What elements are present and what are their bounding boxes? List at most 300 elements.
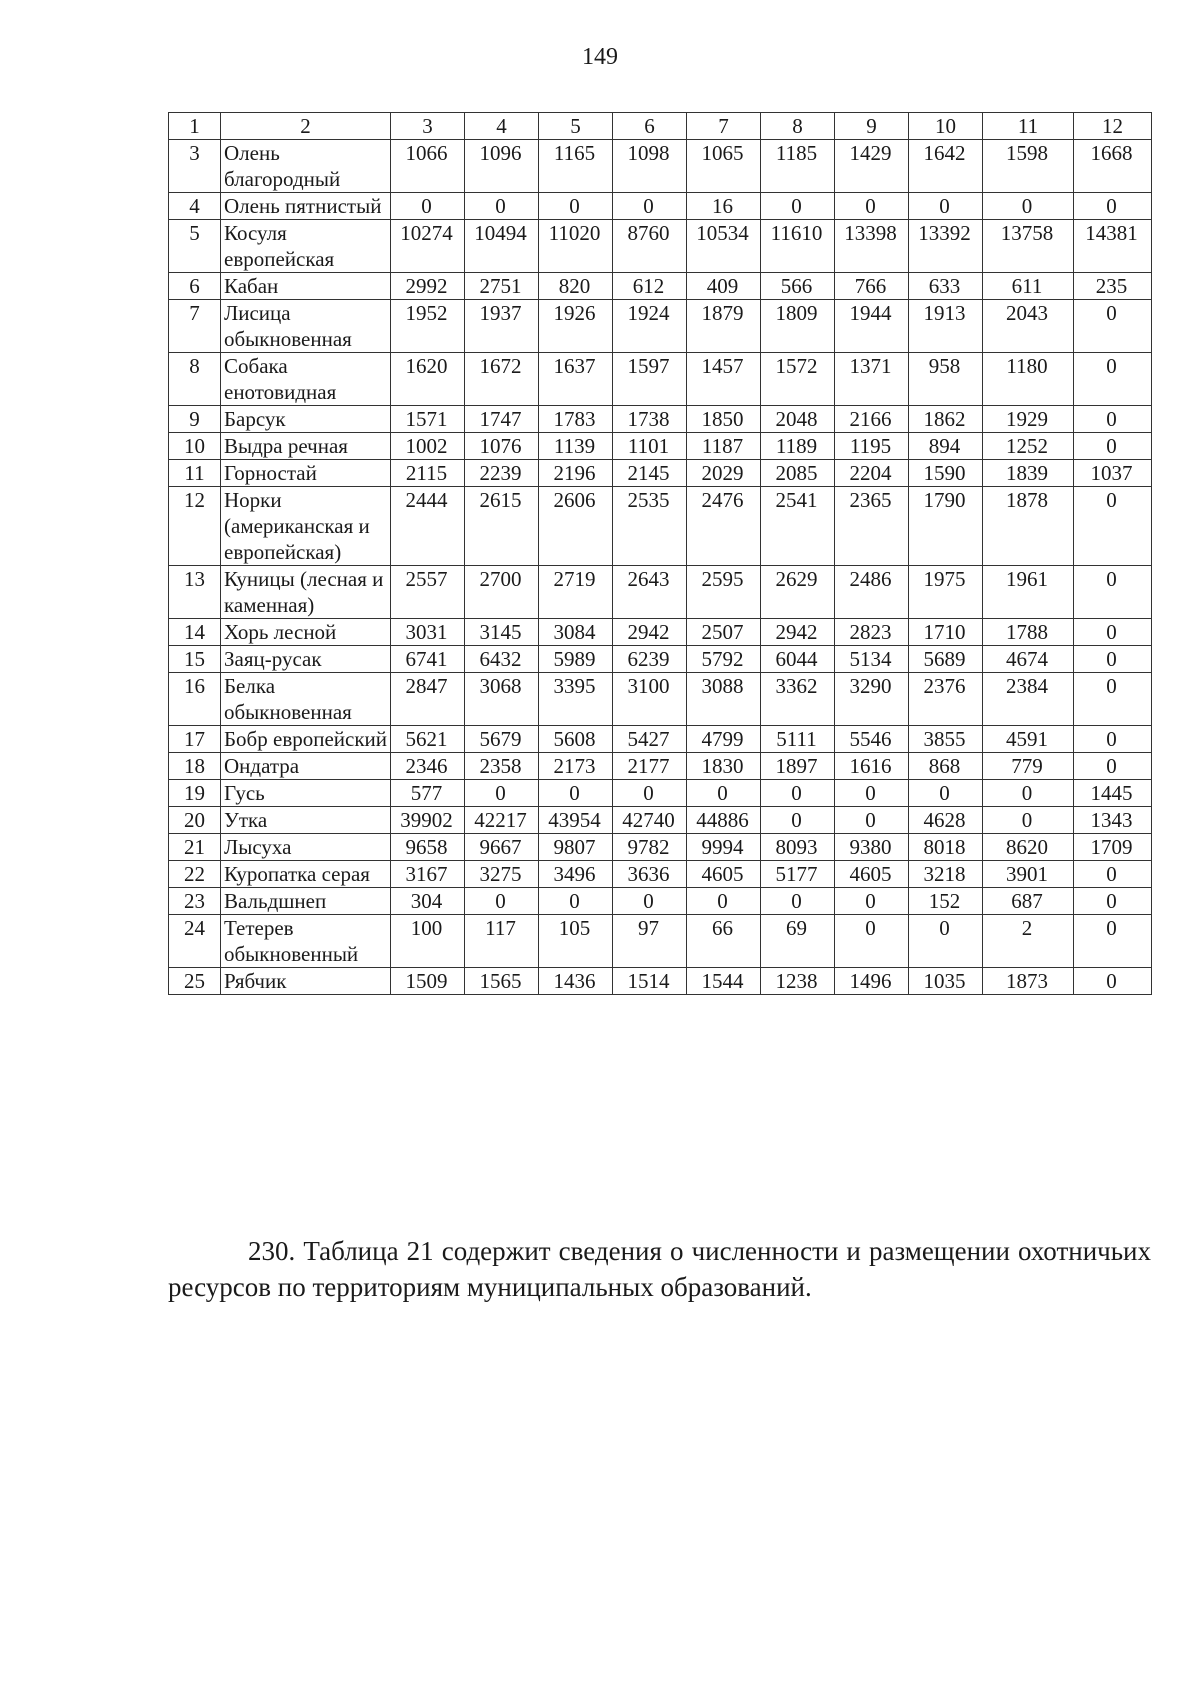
species-name-cell: Белка обыкновенная: [221, 673, 391, 726]
value-cell: 2: [983, 915, 1074, 968]
value-cell: 409: [687, 273, 761, 300]
table-row: [169, 140, 1152, 193]
value-cell: 0: [761, 807, 835, 834]
value-cell: 0: [1074, 646, 1152, 673]
row-number-cell: 19: [169, 780, 221, 807]
value-cell: 13398: [835, 220, 909, 273]
value-cell: 0: [1074, 193, 1152, 220]
value-cell: 4628: [909, 807, 983, 834]
value-cell: 1066: [391, 140, 465, 193]
value-cell: 1839: [983, 460, 1074, 487]
species-name-cell: Тетерев обыкновенный: [221, 915, 391, 968]
value-cell: 69: [761, 915, 835, 968]
value-cell: 1165: [539, 140, 613, 193]
value-cell: 0: [1074, 888, 1152, 915]
value-cell: 3068: [465, 673, 539, 726]
value-cell: 66: [687, 915, 761, 968]
value-cell: 1514: [613, 968, 687, 995]
value-cell: 1975: [909, 566, 983, 619]
value-cell: 2085: [761, 460, 835, 487]
value-cell: 13392: [909, 220, 983, 273]
value-cell: 2204: [835, 460, 909, 487]
value-cell: 2557: [391, 566, 465, 619]
value-cell: 2444: [391, 487, 465, 566]
value-cell: 1544: [687, 968, 761, 995]
table-row: [169, 646, 1152, 673]
row-number-cell: 11: [169, 460, 221, 487]
value-cell: 0: [835, 780, 909, 807]
species-name-cell: Ондатра: [221, 753, 391, 780]
value-cell: 1571: [391, 406, 465, 433]
value-cell: 633: [909, 273, 983, 300]
value-cell: 0: [983, 193, 1074, 220]
value-cell: 611: [983, 273, 1074, 300]
value-cell: 9380: [835, 834, 909, 861]
value-cell: 2346: [391, 753, 465, 780]
value-cell: 1252: [983, 433, 1074, 460]
value-cell: 1668: [1074, 140, 1152, 193]
table-row: [169, 834, 1152, 861]
species-name-cell: Куропатка серая: [221, 861, 391, 888]
value-cell: 1738: [613, 406, 687, 433]
value-cell: 1445: [1074, 780, 1152, 807]
value-cell: 1913: [909, 300, 983, 353]
value-cell: 1436: [539, 968, 613, 995]
row-number-cell: 8: [169, 353, 221, 406]
table-row: [169, 915, 1152, 968]
species-name-cell: Лысуха: [221, 834, 391, 861]
species-name-cell: Горностай: [221, 460, 391, 487]
table-row: [169, 193, 1152, 220]
row-number-cell: 22: [169, 861, 221, 888]
value-cell: 868: [909, 753, 983, 780]
table-row: [169, 460, 1152, 487]
value-cell: 3031: [391, 619, 465, 646]
value-cell: 2847: [391, 673, 465, 726]
value-cell: 687: [983, 888, 1074, 915]
value-cell: 1937: [465, 300, 539, 353]
value-cell: 0: [613, 193, 687, 220]
species-name-cell: Олень пятнистый: [221, 193, 391, 220]
value-cell: 1637: [539, 353, 613, 406]
value-cell: 5792: [687, 646, 761, 673]
value-cell: 16: [687, 193, 761, 220]
value-cell: 3218: [909, 861, 983, 888]
header-cell: 5: [539, 113, 613, 140]
row-number-cell: 9: [169, 406, 221, 433]
value-cell: 42217: [465, 807, 539, 834]
value-cell: 1189: [761, 433, 835, 460]
table-body: [169, 113, 1152, 995]
species-name-cell: Рябчик: [221, 968, 391, 995]
value-cell: 2942: [613, 619, 687, 646]
header-cell: 6: [613, 113, 687, 140]
row-number-cell: 25: [169, 968, 221, 995]
table-row: [169, 673, 1152, 726]
value-cell: 1037: [1074, 460, 1152, 487]
value-cell: 2823: [835, 619, 909, 646]
value-cell: 958: [909, 353, 983, 406]
value-cell: 1590: [909, 460, 983, 487]
value-cell: 3167: [391, 861, 465, 888]
value-cell: 2643: [613, 566, 687, 619]
value-cell: 8760: [613, 220, 687, 273]
table-row: [169, 273, 1152, 300]
body-paragraph: 230. Таблица 21 содержит сведения о численности и размещении охотничьих ресурсов по территориям муниципальных образований.: [168, 1236, 1151, 1302]
value-cell: 1002: [391, 433, 465, 460]
value-cell: 1878: [983, 487, 1074, 566]
value-cell: 0: [761, 888, 835, 915]
row-number-cell: 21: [169, 834, 221, 861]
value-cell: 1371: [835, 353, 909, 406]
value-cell: 3901: [983, 861, 1074, 888]
value-cell: 0: [1074, 673, 1152, 726]
row-number-cell: 6: [169, 273, 221, 300]
value-cell: 1139: [539, 433, 613, 460]
species-name-cell: Вальдшнеп: [221, 888, 391, 915]
row-number-cell: 12: [169, 487, 221, 566]
value-cell: 1076: [465, 433, 539, 460]
row-number-cell: 18: [169, 753, 221, 780]
value-cell: 894: [909, 433, 983, 460]
value-cell: 4799: [687, 726, 761, 753]
value-cell: 10534: [687, 220, 761, 273]
value-cell: 2629: [761, 566, 835, 619]
species-name-cell: Косуля европейская: [221, 220, 391, 273]
value-cell: 2384: [983, 673, 1074, 726]
value-cell: 10494: [465, 220, 539, 273]
value-cell: 0: [1074, 726, 1152, 753]
value-cell: 2173: [539, 753, 613, 780]
value-cell: 0: [613, 888, 687, 915]
value-cell: 4674: [983, 646, 1074, 673]
table-row: [169, 861, 1152, 888]
value-cell: 304: [391, 888, 465, 915]
value-cell: 0: [465, 780, 539, 807]
value-cell: 566: [761, 273, 835, 300]
header-cell: 2: [221, 113, 391, 140]
value-cell: 1565: [465, 968, 539, 995]
value-cell: 0: [465, 888, 539, 915]
value-cell: 5427: [613, 726, 687, 753]
value-cell: 1496: [835, 968, 909, 995]
header-cell: 11: [983, 113, 1074, 140]
value-cell: 8018: [909, 834, 983, 861]
value-cell: 2048: [761, 406, 835, 433]
row-number-cell: 23: [169, 888, 221, 915]
value-cell: 5608: [539, 726, 613, 753]
value-cell: 0: [761, 780, 835, 807]
value-cell: 11610: [761, 220, 835, 273]
row-number-cell: 4: [169, 193, 221, 220]
value-cell: 0: [761, 193, 835, 220]
value-cell: 5621: [391, 726, 465, 753]
value-cell: 9667: [465, 834, 539, 861]
species-name-cell: Гусь: [221, 780, 391, 807]
value-cell: 1709: [1074, 834, 1152, 861]
table-row: [169, 487, 1152, 566]
value-cell: 0: [983, 780, 1074, 807]
value-cell: 577: [391, 780, 465, 807]
value-cell: 2196: [539, 460, 613, 487]
value-cell: 1620: [391, 353, 465, 406]
value-cell: 1065: [687, 140, 761, 193]
table-row: [169, 807, 1152, 834]
value-cell: 3145: [465, 619, 539, 646]
value-cell: 1101: [613, 433, 687, 460]
species-name-cell: Куницы (лесная и каменная): [221, 566, 391, 619]
value-cell: 0: [835, 915, 909, 968]
species-name-cell: Собака енотовидная: [221, 353, 391, 406]
value-cell: 3275: [465, 861, 539, 888]
value-cell: 14381: [1074, 220, 1152, 273]
value-cell: 766: [835, 273, 909, 300]
value-cell: 0: [983, 807, 1074, 834]
value-cell: 0: [1074, 487, 1152, 566]
value-cell: 2043: [983, 300, 1074, 353]
value-cell: 1642: [909, 140, 983, 193]
value-cell: 1788: [983, 619, 1074, 646]
value-cell: 2166: [835, 406, 909, 433]
value-cell: 1616: [835, 753, 909, 780]
value-cell: 779: [983, 753, 1074, 780]
value-cell: 0: [835, 193, 909, 220]
table-row: [169, 433, 1152, 460]
table-row: [169, 780, 1152, 807]
value-cell: 2145: [613, 460, 687, 487]
value-cell: 2942: [761, 619, 835, 646]
value-cell: 44886: [687, 807, 761, 834]
row-number-cell: 7: [169, 300, 221, 353]
species-name-cell: Утка: [221, 807, 391, 834]
species-name-cell: Олень благородный: [221, 140, 391, 193]
value-cell: 1944: [835, 300, 909, 353]
page-number: 149: [582, 44, 618, 70]
value-cell: 0: [539, 888, 613, 915]
value-cell: 105: [539, 915, 613, 968]
value-cell: 152: [909, 888, 983, 915]
value-cell: 0: [539, 193, 613, 220]
row-number-cell: 5: [169, 220, 221, 273]
table-row: [169, 406, 1152, 433]
value-cell: 0: [909, 915, 983, 968]
row-number-cell: 14: [169, 619, 221, 646]
value-cell: 1790: [909, 487, 983, 566]
value-cell: 10274: [391, 220, 465, 273]
value-cell: 0: [1074, 753, 1152, 780]
value-cell: 3855: [909, 726, 983, 753]
value-cell: 1747: [465, 406, 539, 433]
value-cell: 0: [835, 807, 909, 834]
value-cell: 2541: [761, 487, 835, 566]
value-cell: 2507: [687, 619, 761, 646]
table-row: [169, 220, 1152, 273]
value-cell: 1873: [983, 968, 1074, 995]
value-cell: 0: [613, 780, 687, 807]
value-cell: 5989: [539, 646, 613, 673]
value-cell: 1572: [761, 353, 835, 406]
value-cell: 42740: [613, 807, 687, 834]
table-row: [169, 888, 1152, 915]
value-cell: 1672: [465, 353, 539, 406]
value-cell: 235: [1074, 273, 1152, 300]
header-cell: 9: [835, 113, 909, 140]
value-cell: 1098: [613, 140, 687, 193]
row-number-cell: 20: [169, 807, 221, 834]
value-cell: 13758: [983, 220, 1074, 273]
header-cell: 7: [687, 113, 761, 140]
value-cell: 43954: [539, 807, 613, 834]
value-cell: 1185: [761, 140, 835, 193]
value-cell: 5679: [465, 726, 539, 753]
table-row: [169, 566, 1152, 619]
value-cell: 1929: [983, 406, 1074, 433]
value-cell: 0: [1074, 353, 1152, 406]
table-row: [169, 300, 1152, 353]
value-cell: 5546: [835, 726, 909, 753]
value-cell: 1830: [687, 753, 761, 780]
species-name-cell: Заяц-русак: [221, 646, 391, 673]
species-name-cell: Бобр европейский: [221, 726, 391, 753]
value-cell: 612: [613, 273, 687, 300]
value-cell: 0: [465, 193, 539, 220]
value-cell: 8620: [983, 834, 1074, 861]
value-cell: 1598: [983, 140, 1074, 193]
value-cell: 1195: [835, 433, 909, 460]
value-cell: 0: [391, 193, 465, 220]
value-cell: 8093: [761, 834, 835, 861]
value-cell: 0: [1074, 619, 1152, 646]
species-name-cell: Хорь лесной: [221, 619, 391, 646]
value-cell: 100: [391, 915, 465, 968]
value-cell: 4591: [983, 726, 1074, 753]
value-cell: 3084: [539, 619, 613, 646]
value-cell: 9807: [539, 834, 613, 861]
row-number-cell: 13: [169, 566, 221, 619]
value-cell: 3496: [539, 861, 613, 888]
value-cell: 2606: [539, 487, 613, 566]
value-cell: 5177: [761, 861, 835, 888]
value-cell: 2476: [687, 487, 761, 566]
value-cell: 2177: [613, 753, 687, 780]
value-cell: 5689: [909, 646, 983, 673]
value-cell: 2751: [465, 273, 539, 300]
value-cell: 1509: [391, 968, 465, 995]
header-cell: 4: [465, 113, 539, 140]
table-row: [169, 753, 1152, 780]
value-cell: 1926: [539, 300, 613, 353]
row-number-cell: 16: [169, 673, 221, 726]
value-cell: 6432: [465, 646, 539, 673]
value-cell: 4605: [687, 861, 761, 888]
value-cell: 0: [835, 888, 909, 915]
species-name-cell: Лисица обыкновенная: [221, 300, 391, 353]
header-cell: 10: [909, 113, 983, 140]
value-cell: 117: [465, 915, 539, 968]
value-cell: 2115: [391, 460, 465, 487]
value-cell: 1862: [909, 406, 983, 433]
value-cell: 0: [909, 193, 983, 220]
value-cell: 3395: [539, 673, 613, 726]
table-row: [169, 726, 1152, 753]
value-cell: 2239: [465, 460, 539, 487]
value-cell: 9658: [391, 834, 465, 861]
species-name-cell: Барсук: [221, 406, 391, 433]
value-cell: 0: [687, 888, 761, 915]
value-cell: 3088: [687, 673, 761, 726]
value-cell: 1187: [687, 433, 761, 460]
value-cell: 1783: [539, 406, 613, 433]
header-cell: 12: [1074, 113, 1152, 140]
value-cell: 0: [1074, 566, 1152, 619]
value-cell: 1897: [761, 753, 835, 780]
value-cell: 3362: [761, 673, 835, 726]
value-cell: 1096: [465, 140, 539, 193]
value-cell: 6741: [391, 646, 465, 673]
value-cell: 1710: [909, 619, 983, 646]
value-cell: 1850: [687, 406, 761, 433]
value-cell: 2535: [613, 487, 687, 566]
row-number-cell: 15: [169, 646, 221, 673]
game-resources-table: [168, 112, 1152, 995]
value-cell: 2719: [539, 566, 613, 619]
value-cell: 3100: [613, 673, 687, 726]
value-cell: 2700: [465, 566, 539, 619]
value-cell: 1961: [983, 566, 1074, 619]
value-cell: 1429: [835, 140, 909, 193]
table-row: [169, 619, 1152, 646]
value-cell: 0: [1074, 433, 1152, 460]
value-cell: 5111: [761, 726, 835, 753]
value-cell: 1035: [909, 968, 983, 995]
value-cell: 2358: [465, 753, 539, 780]
value-cell: 2992: [391, 273, 465, 300]
value-cell: 1597: [613, 353, 687, 406]
value-cell: 1180: [983, 353, 1074, 406]
species-name-cell: Кабан: [221, 273, 391, 300]
value-cell: 5134: [835, 646, 909, 673]
value-cell: 2029: [687, 460, 761, 487]
species-name-cell: Норки (американская и европейская): [221, 487, 391, 566]
value-cell: 1952: [391, 300, 465, 353]
value-cell: 2376: [909, 673, 983, 726]
value-cell: 1343: [1074, 807, 1152, 834]
value-cell: 0: [909, 780, 983, 807]
value-cell: 11020: [539, 220, 613, 273]
value-cell: 1238: [761, 968, 835, 995]
value-cell: 1809: [761, 300, 835, 353]
header-cell: 1: [169, 113, 221, 140]
value-cell: 1879: [687, 300, 761, 353]
value-cell: 1924: [613, 300, 687, 353]
value-cell: 4605: [835, 861, 909, 888]
row-number-cell: 10: [169, 433, 221, 460]
value-cell: 6044: [761, 646, 835, 673]
table-row: [169, 968, 1152, 995]
value-cell: 2486: [835, 566, 909, 619]
value-cell: 2615: [465, 487, 539, 566]
value-cell: 0: [1074, 915, 1152, 968]
value-cell: 3636: [613, 861, 687, 888]
value-cell: 9782: [613, 834, 687, 861]
value-cell: 2365: [835, 487, 909, 566]
value-cell: 0: [687, 780, 761, 807]
value-cell: 9994: [687, 834, 761, 861]
value-cell: 2595: [687, 566, 761, 619]
value-cell: 6239: [613, 646, 687, 673]
header-cell: 3: [391, 113, 465, 140]
species-name-cell: Выдра речная: [221, 433, 391, 460]
